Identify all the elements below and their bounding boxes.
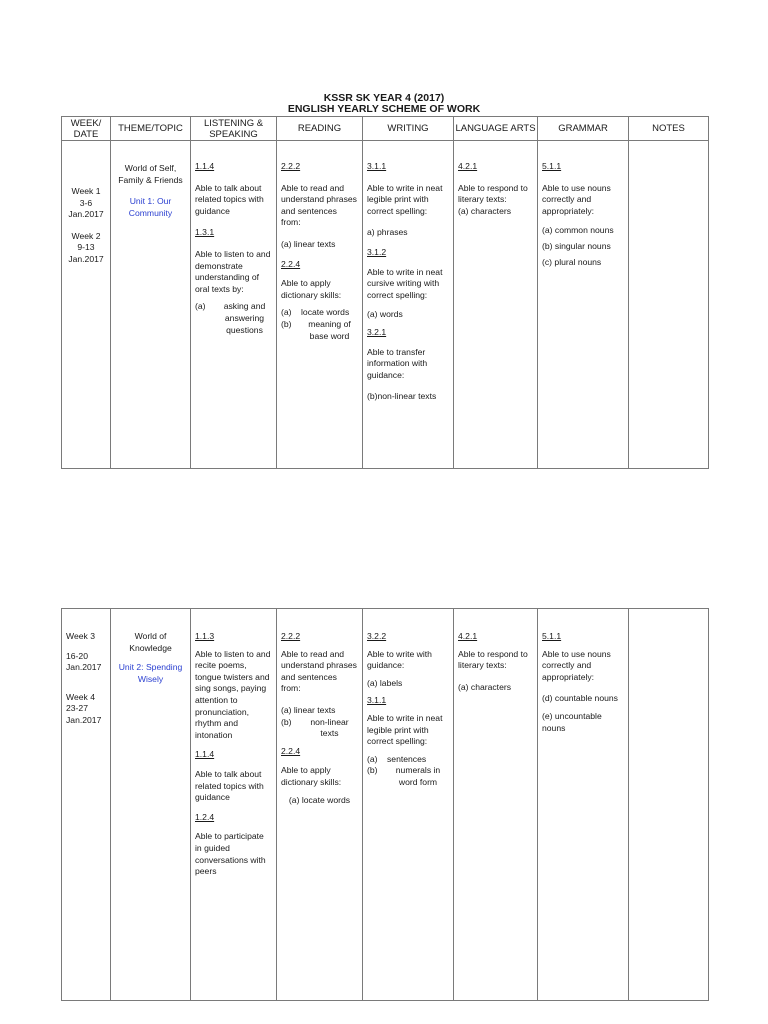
item-text: (c) plural nouns (542, 256, 602, 267)
item-text: (a) locate words (288, 794, 351, 805)
standard-text: Able to respond to literary texts: (458, 648, 528, 671)
theme-cell (111, 141, 191, 469)
item-text: asking and answering questions (223, 301, 266, 335)
standard-text: Able to write with guidance: (367, 648, 432, 671)
item-label: (a) (367, 753, 378, 764)
col-header-writing: WRITING (363, 117, 454, 141)
item-text: meaning of base word (308, 318, 351, 341)
col-header-reading: READING (277, 117, 363, 141)
table-row (62, 141, 709, 469)
item-text: a) phrases (367, 227, 408, 238)
standard-text: Able to use nouns correctly and appropriately: (542, 648, 611, 682)
standard-text: Able to read and understand phrases and sentences from: (281, 648, 357, 694)
item-label: (b) (281, 716, 292, 727)
standard-code: 1.1.4 (195, 749, 215, 760)
week-cell (62, 141, 111, 469)
standard-text: Able to write in neat cursive writing with correct spelling: (367, 266, 443, 300)
week-year: Jan.2017 (66, 714, 102, 725)
standard-code: 3.1.1 (367, 695, 387, 706)
col-header-language: LANGUAGE ARTS (454, 117, 538, 141)
writing-cell (363, 141, 454, 469)
standard-code: 4.2.1 (458, 631, 478, 641)
standard-code: 3.2.2 (367, 631, 387, 641)
item-text: sentences (387, 753, 427, 764)
standard-text: Able to talk about related topics with guidance (195, 768, 264, 803)
language-arts-cell (454, 609, 538, 1001)
item-text: (a) labels (367, 677, 403, 688)
grammar-cell (538, 141, 629, 469)
standard-text: Able to apply dictionary skills: (281, 278, 342, 300)
item-text: (e) uncountable nouns (542, 710, 602, 733)
standard-text: Able to transfer information with guidance: (367, 346, 428, 380)
standard-text: Able to respond to literary texts: (458, 182, 528, 205)
week-label: Week 2 (71, 230, 101, 241)
standard-code: 2.2.2 (281, 161, 301, 171)
standard-text: Able to talk about related topics with guidance (195, 182, 264, 216)
language-arts-cell (454, 141, 538, 469)
week-dates: 16-20 (66, 650, 88, 661)
standard-text: Able to participate in guided conversations with peers (195, 831, 266, 877)
week-year: Jan.2017 (68, 209, 104, 220)
standard-code: 1.1.4 (195, 161, 215, 171)
standard-code: 2.2.4 (281, 745, 301, 756)
listening-cell (191, 609, 277, 1001)
document-subtitle: ENGLISH YEARLY SCHEME OF WORK (287, 103, 481, 115)
header-row (62, 117, 709, 141)
scheme-table-2 (61, 608, 709, 1001)
item-text: (a) characters (458, 681, 512, 692)
week-dates: 3-6 (79, 197, 93, 208)
week-label: Week 1 (71, 186, 101, 196)
item-text: (a) linear texts (281, 704, 336, 715)
unit-title: Unit 1: Our Community (128, 196, 173, 218)
item-label: (a) (281, 307, 292, 318)
week-dates: 23-27 (66, 703, 88, 714)
table-row (62, 609, 709, 1001)
week-label: Week 4 (66, 691, 95, 702)
item-text: (b) singular nouns (542, 240, 611, 251)
standard-code: 2.2.2 (281, 631, 301, 641)
col-header-grammar: GRAMMAR (538, 117, 629, 141)
standard-code: 5.1.1 (542, 631, 562, 641)
standard-text: Able to use nouns correctly and appropriately: (542, 182, 611, 216)
standard-text: Able to apply dictionary skills: (281, 765, 342, 787)
notes-cell (629, 141, 709, 469)
item-text: (a) linear texts (281, 238, 336, 249)
week-year: Jan.2017 (68, 253, 104, 264)
writing-cell (363, 609, 454, 1001)
standard-code: 3.1.1 (367, 161, 387, 171)
week-label: Week 3 (66, 631, 95, 641)
listening-cell (191, 141, 277, 469)
standard-code: 4.2.1 (458, 161, 478, 171)
week-dates: 9-13 (77, 242, 95, 253)
col-header-listening: LISTENING & SPEAKING (191, 117, 277, 141)
unit-title: Unit 2: Spending Wisely (118, 662, 183, 684)
week-year: Jan.2017 (66, 662, 102, 673)
item-text: (b)non-linear texts (367, 391, 437, 402)
scheme-table-1 (61, 116, 709, 469)
standard-code: 1.1.3 (195, 631, 215, 641)
reading-cell (277, 141, 363, 469)
standard-code: 3.2.1 (367, 326, 387, 337)
theme-text: World of Self, Family & Friends (118, 163, 183, 185)
item-text: locate words (301, 307, 350, 318)
standard-code: 1.2.4 (195, 811, 215, 822)
standard-code: 3.1.2 (367, 246, 387, 257)
theme-text: World of Knowledge (129, 631, 172, 653)
col-header-theme: THEME/TOPIC (111, 117, 191, 141)
item-text: (d) countable nouns (542, 693, 618, 704)
grammar-cell (538, 609, 629, 1001)
week-cell (62, 609, 111, 1001)
item-label: (b) (367, 765, 378, 776)
reading-cell (277, 609, 363, 1001)
item-text: non-linear texts (310, 716, 349, 739)
standard-code: 1.3.1 (195, 227, 215, 238)
standard-code: 2.2.4 (281, 258, 301, 269)
standard-text: Able to read and understand phrases and sentences from: (281, 182, 357, 228)
item-text: (a) characters (458, 205, 512, 216)
document-title: KSSR SK YEAR 4 (2017) (323, 92, 445, 104)
item-text: (a) words (367, 309, 403, 320)
item-text: numerals in word form (395, 765, 441, 787)
standard-text: Able to write in neat legible print with correct spelling: (367, 182, 443, 216)
item-text: (a) common nouns (542, 225, 614, 236)
item-label: (b) (281, 318, 292, 329)
notes-cell (629, 609, 709, 1001)
standard-text: Able to write in neat legible print with correct spelling: (367, 712, 443, 747)
standard-text: Able to listen to and demonstrate understanding of oral texts by: (195, 248, 271, 294)
col-header-notes: NOTES (629, 117, 709, 141)
item-label: (a) (195, 301, 206, 312)
col-header-week: WEEK/ DATE (62, 117, 111, 141)
theme-cell (111, 609, 191, 1001)
standard-code: 5.1.1 (542, 161, 562, 171)
standard-text: Able to listen to and recite poems, tongue twisters and sing songs, paying attention to pronunciation, rhythm and intonation (195, 648, 271, 740)
